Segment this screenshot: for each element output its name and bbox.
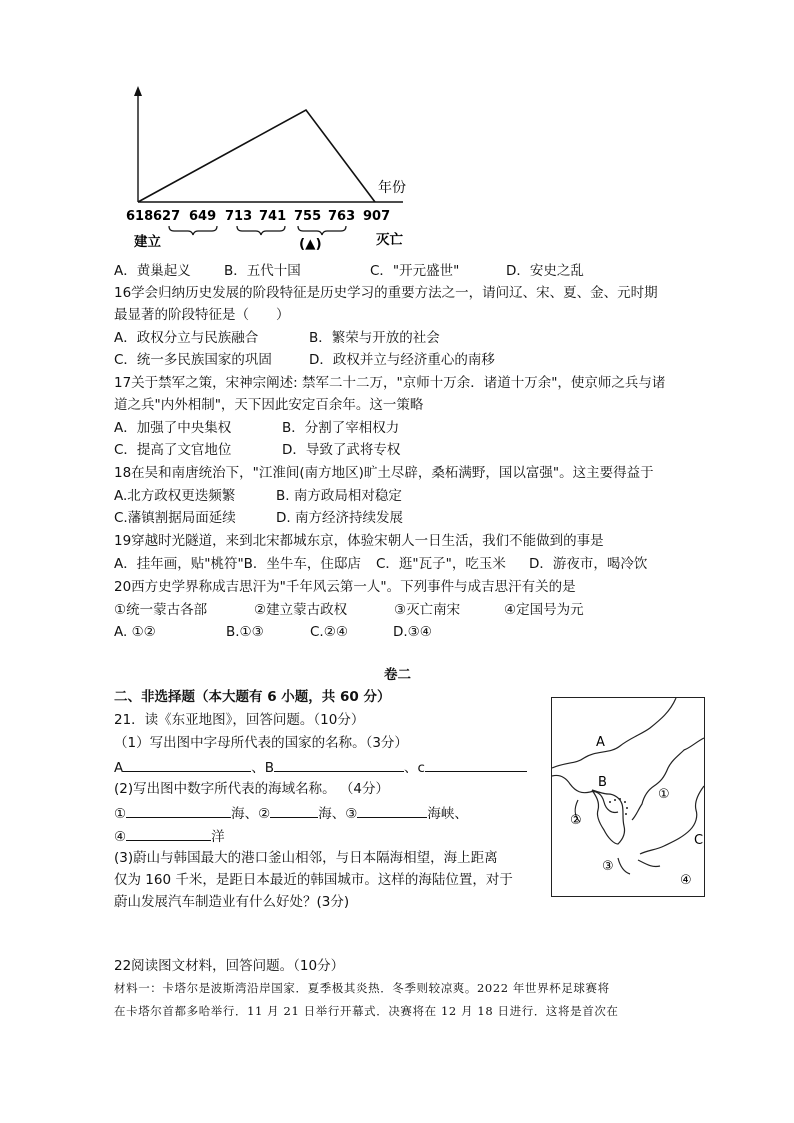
q17-option-a[interactable]: A．加强了中央集权 [114, 420, 232, 436]
q20-option-c[interactable]: C.②④ [310, 624, 348, 640]
label-sea-3: 海、③ [318, 806, 358, 822]
q22-material-1: 材料一：卡塔尔是波斯湾沿岸国家．夏季极其炎热．冬季则较凉爽。2022 年世界杯足球赛将 [114, 981, 610, 995]
year-axis-label: 年份 [378, 180, 406, 196]
q18-option-a[interactable]: A.北方政权更迭频繁 [114, 488, 236, 504]
q21-sub3-2: 仅为 160 千米，是距日本最近的韩国城市。这样的海陆位置，对于 [114, 872, 513, 888]
q18-option-b[interactable]: B. 南方政局相对稳定 [276, 488, 402, 504]
q20-option-b[interactable]: B.①③ [226, 624, 264, 640]
label-c: 、c [404, 760, 425, 776]
q19-option-ab[interactable]: A．挂年画，贴"桃符"B．坐牛车，住邸店 [114, 556, 361, 572]
map-label-a: A [596, 735, 605, 750]
label-b: 、B [251, 760, 275, 776]
q16-stem-1: 16学会归纳历史发展的阶段特征是历史学习的重要方法之一，请问辽、宋、夏、金、元时期 [114, 285, 658, 301]
label-ocean: 洋 [211, 829, 225, 845]
map-label-4: ④ [680, 873, 692, 888]
q17-stem-1: 17关于禁军之策，宋神宗阐述: 禁军二十二万，"京师十万余．诸道十万余"，使京师之兵与诸 [114, 375, 666, 391]
braces [169, 226, 346, 235]
q20-item-2: ②建立蒙古政权 [254, 602, 348, 618]
triangle-marker: (▲) [299, 236, 322, 250]
answer-blank-3[interactable] [357, 803, 427, 818]
label-a: A [114, 760, 124, 776]
start-label: 建立 [134, 234, 161, 250]
q21-sub2: (2)写出图中数字所代表的海域名称。 （4分） [114, 781, 390, 797]
map-drawing [552, 698, 704, 896]
answer-blank-a[interactable] [123, 757, 251, 772]
q16-option-d[interactable]: D．政权并立与经济重心的南移 [309, 352, 495, 368]
map-label-1: ① [658, 787, 670, 802]
q20-item-1: ①统一蒙古各部 [114, 602, 208, 618]
q15-option-b[interactable]: B．五代十国 [224, 263, 301, 279]
q21-ocean-blank [114, 826, 225, 846]
timeline-chart [108, 80, 418, 250]
map-label-c: C [694, 833, 704, 848]
q20-option-d[interactable]: D.③④ [393, 624, 432, 640]
q15-option-a[interactable]: A．黄巢起义 [114, 263, 191, 279]
q16-option-b[interactable]: B．繁荣与开放的社会 [309, 330, 440, 346]
label-sea-4: ④ [114, 829, 127, 845]
q20-item-4: ④定国号为元 [504, 602, 584, 618]
q18-option-d[interactable]: D. 南方经济持续发展 [276, 510, 403, 526]
q16-option-c[interactable]: C．统一多民族国家的巩固 [114, 352, 272, 368]
q20-stem: 20西方史学界称成吉思汗为"千年风云第一人"。下列事件与成吉思汗有关的是 [114, 579, 576, 595]
tick-label-713: 713 [225, 209, 253, 224]
q20-item-3: ③灭亡南宋 [394, 602, 461, 618]
section-heading: 二、非选择题（本大题有 6 小题，共 60 分） [114, 689, 391, 705]
series-line [138, 110, 375, 202]
q17-option-c[interactable]: C．提高了文官地位 [114, 442, 232, 458]
tick-label-755: 755 [294, 209, 322, 224]
tick-label-618: 618 [126, 209, 154, 224]
tick-label-649: 649 [189, 209, 217, 224]
answer-blank-1[interactable] [126, 803, 231, 818]
q15-option-c[interactable]: C．"开元盛世" [370, 263, 460, 279]
q21-sea-blanks [114, 803, 468, 823]
tick-label-741: 741 [259, 209, 287, 224]
answer-blank-4[interactable] [126, 826, 211, 841]
q19-option-c[interactable]: C．逛"瓦子"，吃玉米 [376, 556, 506, 572]
q21-stem: 21．读《东亚地图》，回答问题。（10分） [114, 712, 365, 728]
q16-option-a[interactable]: A．政权分立与民族融合 [114, 330, 259, 346]
answer-blank-2[interactable] [270, 803, 318, 818]
q19-option-d[interactable]: D．游夜市，喝冷饮 [529, 556, 648, 572]
label-sea-1: ① [114, 806, 127, 822]
label-strait: 海峡、 [427, 806, 468, 822]
q21-country-blanks [114, 757, 527, 777]
q22-material-2: 在卡塔尔首都多哈举行．11 月 21 日举行开幕式．决赛将在 12 月 18 日进行．这将是首次在 [114, 1004, 619, 1018]
q16-stem-2: 最显著的阶段特征是（ ） [114, 307, 290, 323]
tick-label-763: 763 [328, 209, 356, 224]
section-title: 卷二 [384, 667, 411, 683]
answer-blank-c[interactable] [425, 757, 527, 772]
east-asia-map [551, 697, 705, 897]
tick-label-907: 907 [363, 209, 391, 224]
map-label-b: B [598, 775, 607, 790]
map-label-3: ③ [602, 859, 614, 874]
q21-sub3-1: (3)蔚山与韩国最大的港口釜山相邻，与日本隔海相望，海上距离 [114, 850, 498, 866]
tick-labels [126, 209, 390, 224]
label-sea-2: 海、② [231, 806, 271, 822]
tick-label-627: 627 [153, 209, 181, 224]
q17-option-b[interactable]: B．分割了宰相权力 [282, 420, 400, 436]
q20-option-a[interactable]: A. ①② [114, 624, 156, 640]
q21-sub1: （1）写出图中字母所代表的国家的名称。（3分） [114, 735, 408, 751]
end-label: 灭亡 [376, 232, 403, 248]
q21-sub3-3: 蔚山发展汽车制造业有什么好处？(3分) [114, 894, 350, 910]
q15-option-d[interactable]: D．安史之乱 [506, 263, 584, 279]
q18-stem: 18在吴和南唐统治下，"江淮间(南方地区)旷土尽辟，桑柘满野，国以富强"。这主要得益于 [114, 465, 654, 481]
q19-stem: 19穿越时光隧道，来到北宋都城东京，体验宋朝人一日生活，我们不能做到的事是 [114, 533, 604, 549]
answer-blank-b[interactable] [274, 757, 404, 772]
map-label-2: ② [570, 813, 582, 828]
q17-option-d[interactable]: D．导致了武将专权 [282, 442, 401, 458]
q17-stem-2: 道之兵"内外相制"，天下因此安定百余年。这一策略 [114, 397, 424, 413]
q22-stem: 22阅读图文材料，回答问题。（10分） [114, 958, 345, 974]
q18-option-c[interactable]: C.藩镇割据局面延续 [114, 510, 236, 526]
